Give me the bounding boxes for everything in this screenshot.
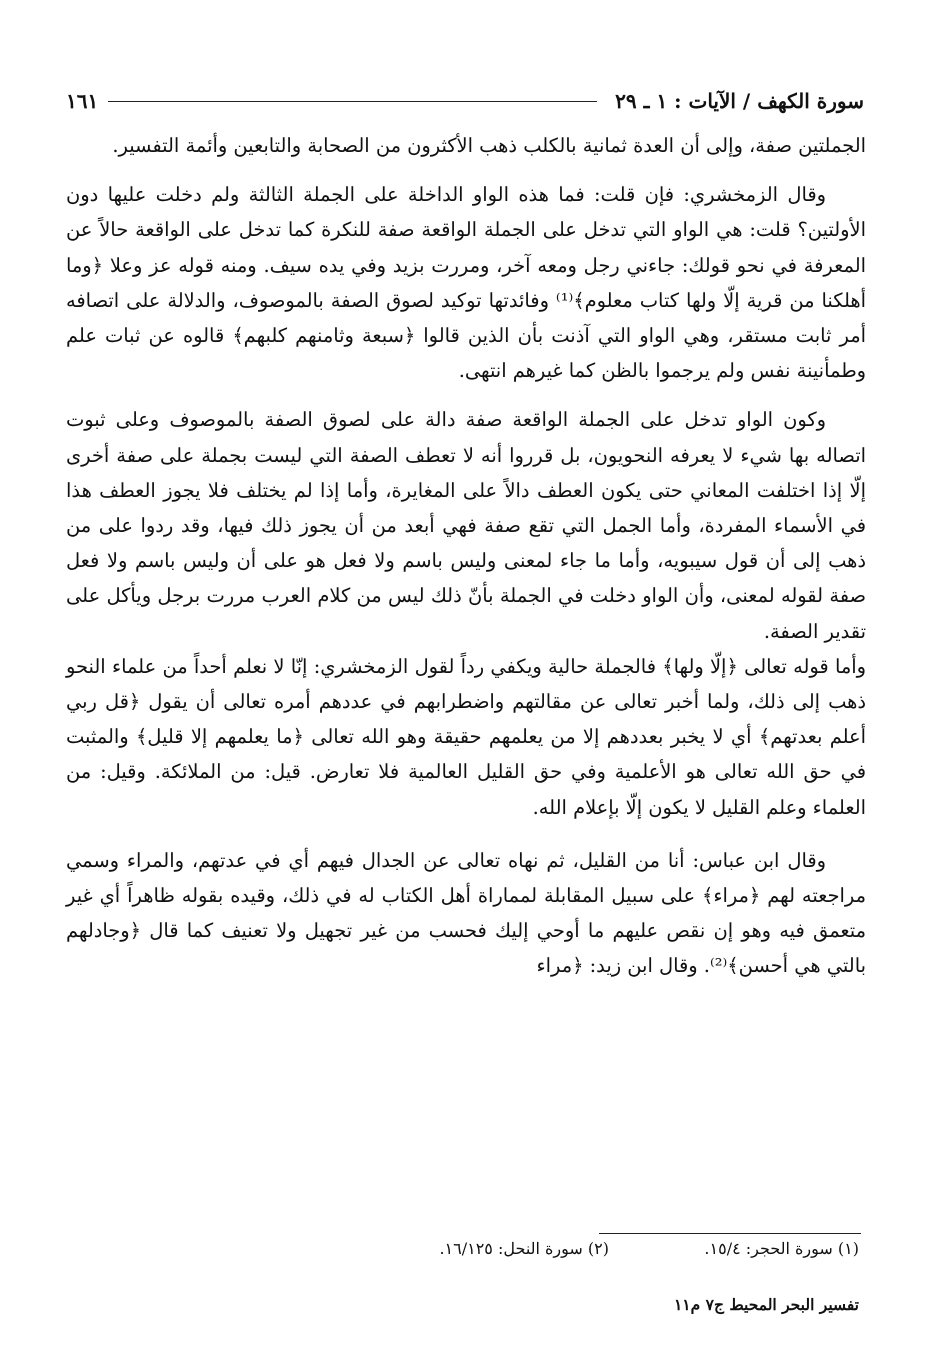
paragraph-4: وأما قوله تعالى ﴿إلّا ولها﴾ فالجملة حالية ويكفي رداً لقول الزمخشري: إنّا لا نعلم أحداً من علماء النحو ذهب إلى ذلك، ولما أخبر تعالى عن مقالتهم واضطرابهم في عددهم أمره تعالى أن يقول ﴿قل ربي أعلم بعدتهم﴾ أي لا يخبر بعددهم إلا من يعلمهم حقيقة وهو الله تعالى ﴿ما يعلمهم إلا قليل﴾ والمثبت في حق الله تعالى هو الأعلمية وفي حق القليل العالمية فلا تعارض. قيل: من الملائكة. وقيل: من العلماء وعلم القليل لا يكون إلّا بإعلام الله.	[66, 654, 866, 819]
running-header	[66, 84, 864, 118]
footnote-separator	[599, 1233, 861, 1234]
paragraph-2: وقال الزمخشري: فإن قلت: فما هذه الواو الداخلة على الجملة الثالثة ولم دخلت عليها دون الأولتين؟ قلت: هي الواو التي تدخل على الجملة الواقعة صفة للنكرة كما تدخل على الواقعة حالاً عن المعرفة في نحو قولك: جاءني رجل ومعه آخر، ومررت بزيد وفي يده سيف. ومنه قوله عز وعلا ﴿وما أهلكنا من قرية إلّا ولها كتاب معلوم﴾⁽¹⁾ وفائدتها توكيد لصوق الصفة بالموصوف، والدلالة على اتصافه أمر ثابت مستقر، وهي الواو التي آذنت بأن الذين قالوا ﴿سبعة وثامنهم كلبهم﴾ قالوه عن ثبات علم وطمأنينة نفس ولم يرجموا بالظن كما غيرهم انتهى.	[66, 183, 867, 383]
paragraph-3: وكون الواو تدخل على الجملة الواقعة صفة دالة على لصوق الصفة بالموصوف وعلى ثبوت اتصاله بها شيء لا يعرفه النحويون، بل قرروا أنه لا تعطف الصفة التي ليست بجملة على صفة أخرى إلّا إذا اختلفت المعاني حتى يكون العطف دالاً على المغايرة، وأما إذا لم يختلف فلا يجوز العطف هذا في الأسماء المفردة، وأما الجمل التي تقع صفة فهي أبعد من أن يجوز ذلك فيها، وقد ردوا على من ذهب إلى أن قول سيبويه، وأما ما جاء لمعنى وليس باسم ولا فعل هو على أن وليس باسم ولا فعل صفة لقوله لمعنى، وأن الواو دخلت في الجملة بأنّ ذلك ليس من كلام العرب مررت برجل ويأكل على تقدير الصفة.	[66, 408, 866, 643]
surah-title: سورة الكهف / الآيات : ١ ـ ٢٩	[615, 89, 864, 113]
paragraph-5: وقال ابن عباس: أنا من القليل، ثم نهاه تعالى عن الجدال فيهم أي في عدتهم، والمراء وسمي مراجعته لهم ﴿مراء﴾ على سبيل المقابلة لمماراة أهل الكتاب له في ذلك، وقيده بقوله ظاهراً أي غير متعمق فيه وهو إن نقص عليهم ما أوحي إليك فحسب من غير تجهيل ولا تعنيف كما قال ﴿وجادلهم بالتي هي أحسن﴾⁽²⁾. وقال ابن زيد: ﴿مراء	[66, 848, 866, 978]
footnotes	[59, 1239, 859, 1258]
header-rule	[108, 101, 597, 102]
page-number: ١٦١	[66, 89, 99, 113]
footnote-2: (٢) سورة النحل: ١٦/١٢٥.	[439, 1239, 609, 1258]
paragraph-1: الجملتين صفة، وإلى أن العدة ثمانية بالكلب ذهب الأكثرون من الصحابة والتابعين وأئمة التفسير.	[112, 134, 866, 157]
printer-signature: تفسير البحر المحيط ج٧ م١١	[673, 1295, 859, 1314]
footnote-1: (١) سورة الحجر: ١٥/٤.	[704, 1239, 859, 1258]
page-body	[66, 128, 866, 984]
